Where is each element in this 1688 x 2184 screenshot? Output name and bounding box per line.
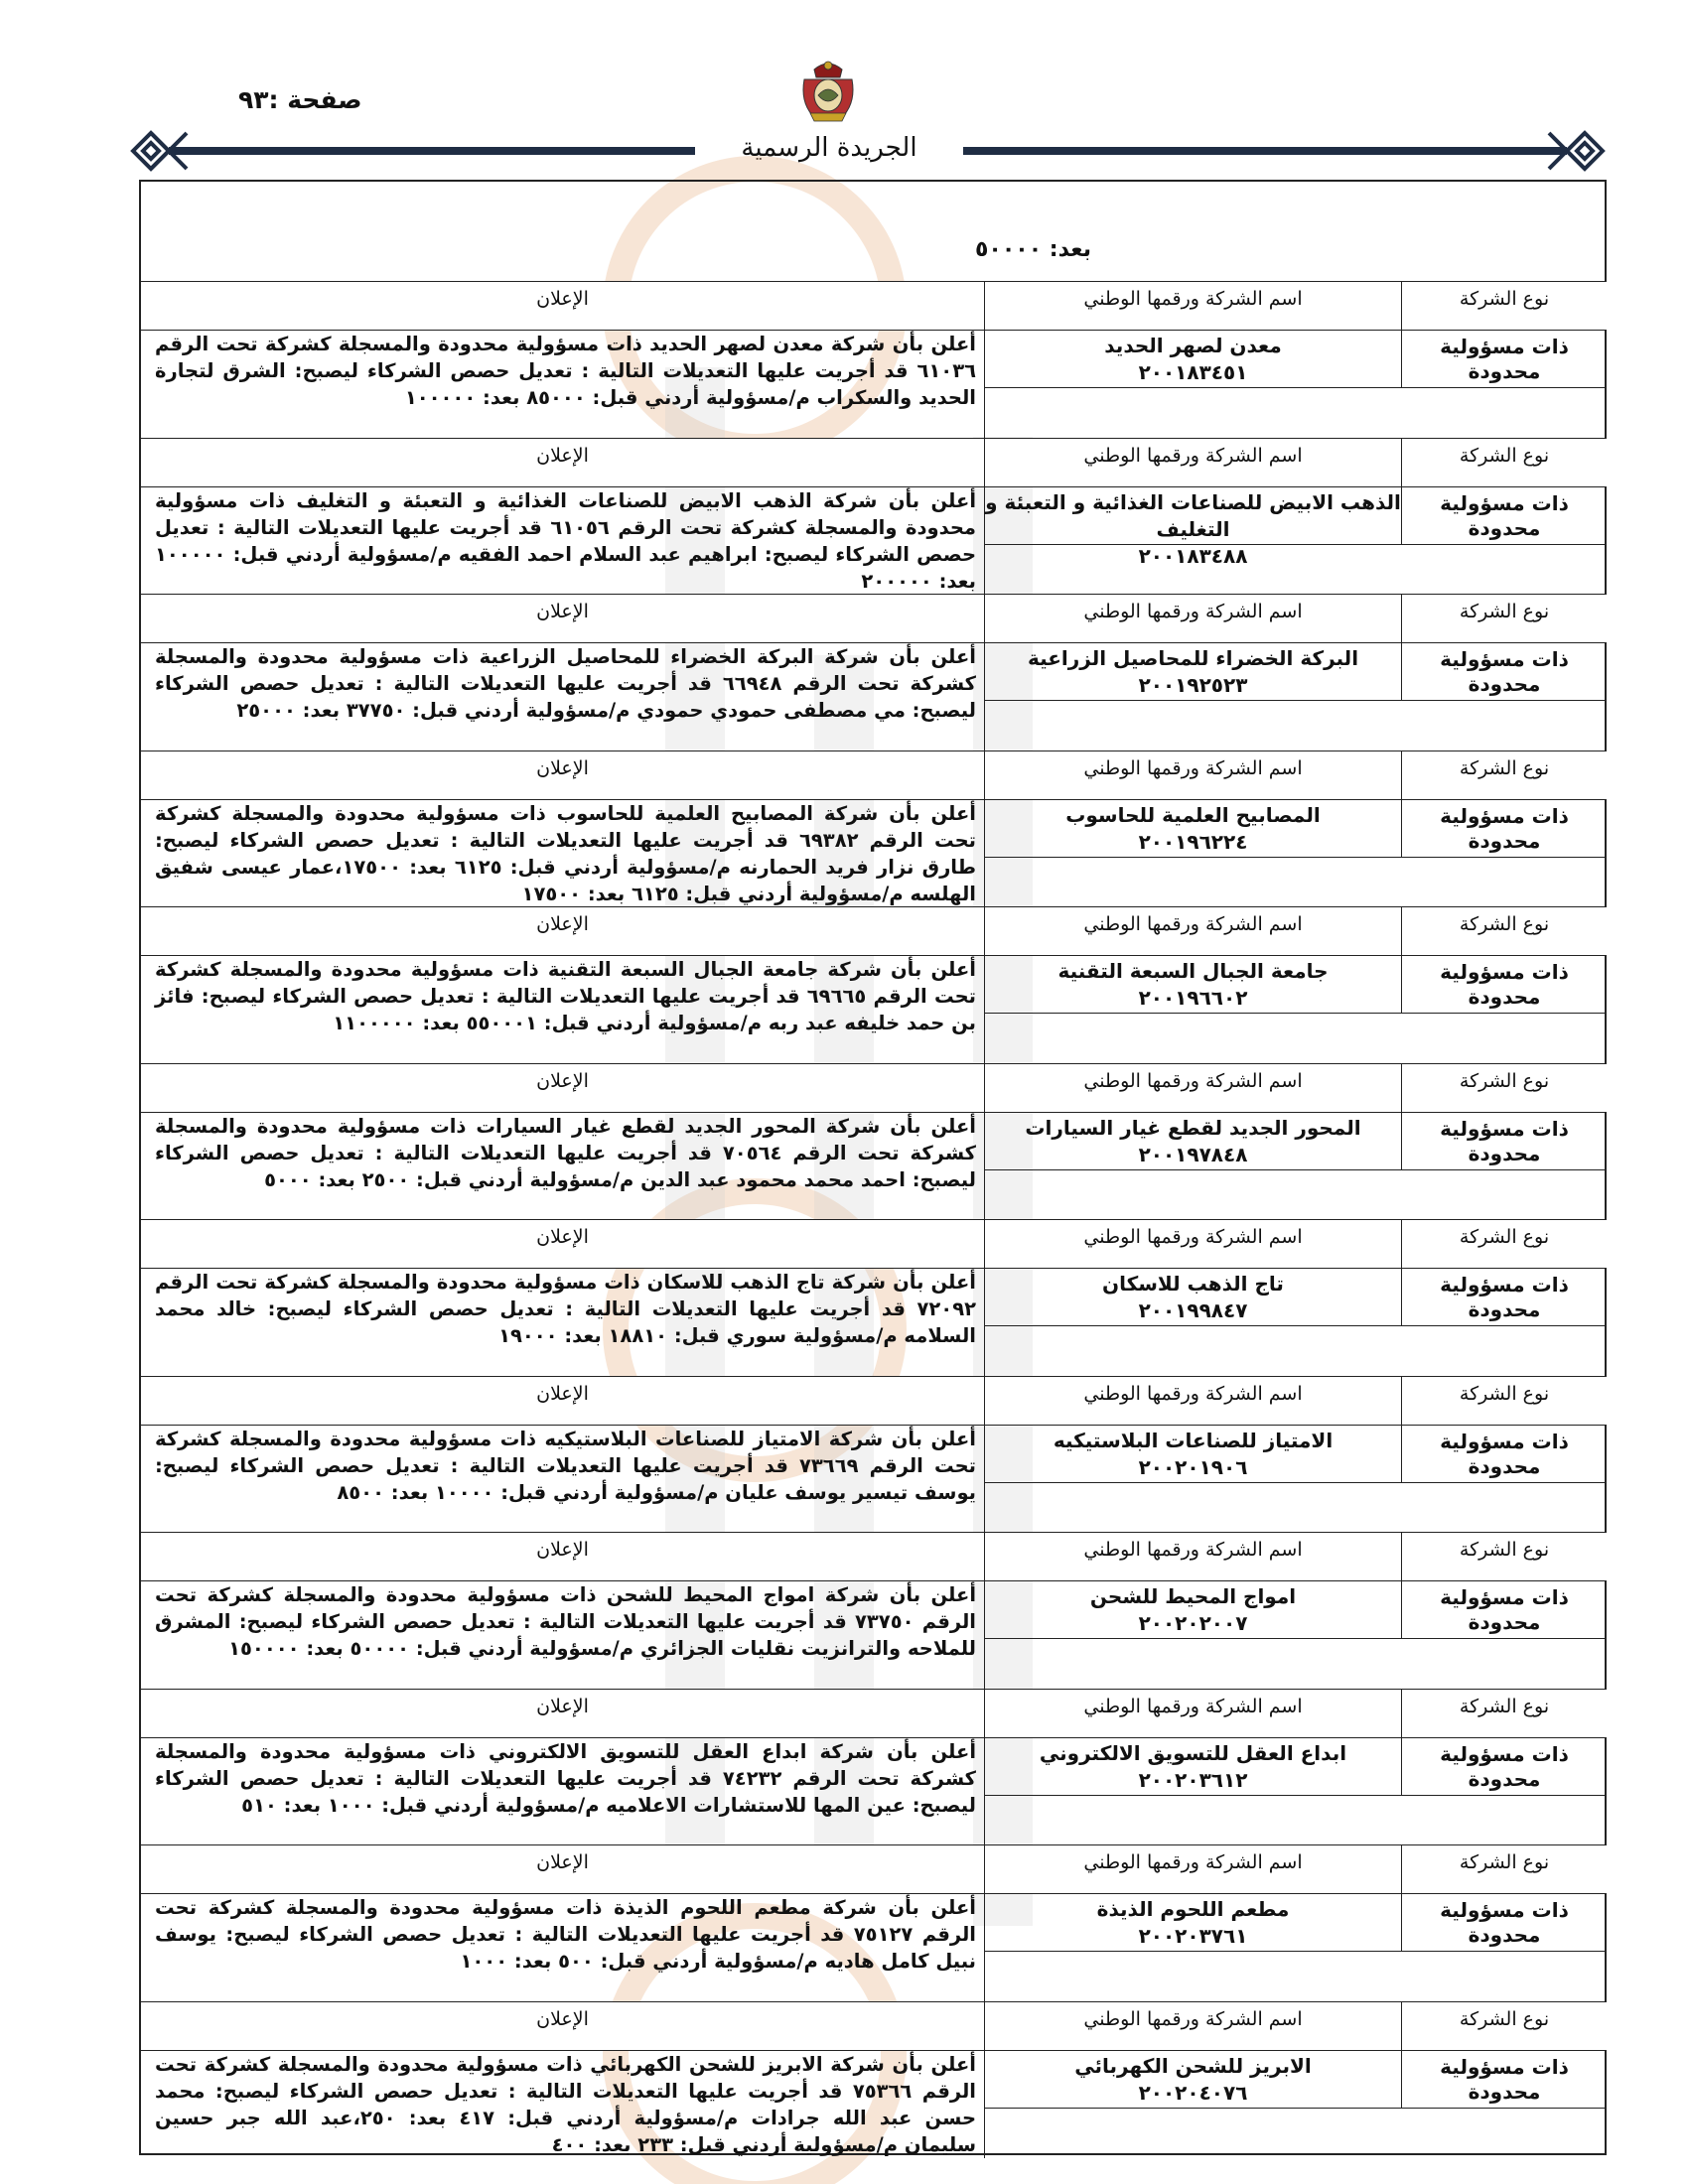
company-name-cell bbox=[985, 331, 1402, 388]
company-name-cell bbox=[985, 1894, 1402, 1952]
column-header-company-type: نوع الشركة bbox=[1402, 1376, 1607, 1426]
company-type-cell: ذات مسؤولية محدودة bbox=[1402, 1581, 1607, 1639]
company-name-cell bbox=[985, 1738, 1402, 1796]
gazette-title: الجريدة الرسمية bbox=[695, 133, 963, 163]
company-name: معدن لصهر الحديد bbox=[1104, 334, 1282, 357]
column-header-announcement: الإعلان bbox=[141, 594, 985, 643]
prelude-text: بعد: ٥٠٠٠٠ bbox=[975, 237, 1091, 262]
column-header-company-type: نوع الشركة bbox=[1402, 1063, 1607, 1113]
company-name: البركة الخضراء للمحاصيل الزراعية bbox=[1027, 646, 1359, 670]
column-header-company-type: نوع الشركة bbox=[1402, 1219, 1607, 1269]
announcement-text: أعلن بأن شركة ابداع العقل للتسويق الالكتروني ذات مسؤولية محدودة والمسجلة كشركة تحت الرقم ٧٤٢٣٢ قد أجريت عليها التعديلات التالية : تعديل حصص الشركاء ليصبح: عين المها للاستشارات الاعلاميه م/مسؤولية أردني قبل: ١٠٠٠ بعد: ٥١٠ bbox=[141, 1738, 985, 1845]
company-type-cell: ذات مسؤولية محدودة bbox=[1402, 956, 1607, 1014]
announcement-text: أعلن بأن شركة الامتياز للصناعات البلاستيكيه ذات مسؤولية محدودة والمسجلة كشركة تحت الرقم ٧٣٦٦٩ قد أجريت عليها التعديلات التالية : تعديل حصص الشركاء ليصبح: يوسف تيسير يوسف عليان م/مسؤولية أردني قبل: ١٠٠٠٠ بعد: ٨٥٠٠ bbox=[141, 1426, 985, 1533]
column-header-company-name: اسم الشركة ورقمها الوطني bbox=[985, 751, 1402, 800]
column-header-company-name: اسم الشركة ورقمها الوطني bbox=[985, 594, 1402, 643]
royal-emblem-icon bbox=[794, 56, 862, 123]
company-name: ابداع العقل للتسويق الالكتروني bbox=[1039, 1740, 1347, 1765]
company-type-cell: ذات مسؤولية محدودة bbox=[1402, 1894, 1607, 1952]
table-row bbox=[141, 751, 1605, 907]
column-header-announcement: الإعلان bbox=[141, 1689, 985, 1738]
column-header-announcement: الإعلان bbox=[141, 1844, 985, 1894]
company-name-cell bbox=[985, 1269, 1402, 1326]
column-header-company-name: اسم الشركة ورقمها الوطني bbox=[985, 1376, 1402, 1426]
company-type-cell: ذات مسؤولية محدودة bbox=[1402, 331, 1607, 388]
company-type-cell: ذات مسؤولية محدودة bbox=[1402, 1113, 1607, 1170]
announcement-text: أعلن بأن شركة المصابيح العلمية للحاسوب ذات مسؤولية محدودة والمسجلة كشركة تحت الرقم ٦٩٣٨٢ قد أجريت عليها التعديلات التالية : تعديل حصص الشركاء ليصبح: طارق نزار فريد الحمارنه م/مسؤولية أردني قبل: ٦١٢٥ بعد: ١٧٥٠٠،عمار عيسى شفيق الهلسه م/مسؤولية أردني قبل: ٦١٢٥ بعد: ١٧٥٠٠ bbox=[141, 800, 985, 907]
company-name-cell bbox=[985, 487, 1402, 568]
announcement-text: أعلن بأن شركة مطعم اللحوم الذيذة ذات مسؤولية محدودة والمسجلة كشركة تحت الرقم ٧٥١٢٧ قد أجريت عليها التعديلات التالية : تعديل حصص الشركاء ليصبح: يوسف نبيل كامل هاديه م/مسؤولية أردني قبل: ٥٠٠ بعد: ١٠٠٠ bbox=[141, 1894, 985, 2001]
company-name: جامعة الجبال السبعة التقنية bbox=[1057, 959, 1329, 983]
column-header-company-type: نوع الشركة bbox=[1402, 1689, 1607, 1738]
company-name: مطعم اللحوم الذيذة bbox=[1096, 1897, 1290, 1921]
national-number: ٢٠٠٢٠٤٠٧٦ bbox=[1138, 2080, 1248, 2105]
column-header-announcement: الإعلان bbox=[141, 438, 985, 487]
company-name: المصابيح العلمية للحاسوب bbox=[1065, 802, 1321, 827]
column-header-announcement: الإعلان bbox=[141, 906, 985, 956]
company-name: الذهب الابيض للصناعات الغذائية و التعبئة و التغليف bbox=[985, 489, 1401, 541]
column-header-announcement: الإعلان bbox=[141, 1063, 985, 1113]
column-header-announcement: الإعلان bbox=[141, 281, 985, 331]
column-header-company-name: اسم الشركة ورقمها الوطني bbox=[985, 2001, 1402, 2051]
table-row bbox=[141, 1844, 1605, 2001]
national-number: ٢٠٠٢٠٣٧٦١ bbox=[1138, 1924, 1248, 1948]
national-number: ٢٠٠١٨٣٤٨٨ bbox=[1138, 543, 1248, 568]
company-name-cell bbox=[985, 1426, 1402, 1483]
page-number: صفحة :٩٣ bbox=[238, 85, 362, 114]
column-header-company-name: اسم الشركة ورقمها الوطني bbox=[985, 1219, 1402, 1269]
national-number: ٢٠٠٢٠٢٠٠٧ bbox=[1138, 1611, 1248, 1635]
column-header-company-name: اسم الشركة ورقمها الوطني bbox=[985, 906, 1402, 956]
announcement-text: أعلن بأن شركة الذهب الابيض للصناعات الغذائية و التعبئة و التغليف ذات مسؤولية محدودة والمسجلة كشركة تحت الرقم ٦١٠٥٦ قد أجريت عليها التعديلات التالية : تعديل حصص الشركاء ليصبح: ابراهيم عبد السلام احمد الفقيه م/مسؤولية أردني قبل: ١٠٠٠٠٠ بعد: ٢٠٠٠٠٠ bbox=[141, 487, 985, 595]
column-header-company-type: نوع الشركة bbox=[1402, 1844, 1607, 1894]
company-name: امواج المحيط للشحن bbox=[1089, 1584, 1297, 1608]
column-header-company-type: نوع الشركة bbox=[1402, 751, 1607, 800]
prelude-row bbox=[141, 182, 1605, 281]
national-number: ٢٠٠١٩٩٨٤٧ bbox=[1138, 1298, 1248, 1322]
table-row bbox=[141, 1532, 1605, 1689]
national-number: ٢٠٠١٩٧٨٤٨ bbox=[1138, 1142, 1248, 1166]
company-name: تاج الذهب للاسكان bbox=[1102, 1272, 1284, 1296]
column-header-company-name: اسم الشركة ورقمها الوطني bbox=[985, 1844, 1402, 1894]
column-header-announcement: الإعلان bbox=[141, 1376, 985, 1426]
company-type-cell: ذات مسؤولية محدودة bbox=[1402, 487, 1607, 545]
column-header-company-type: نوع الشركة bbox=[1402, 281, 1607, 331]
table-row bbox=[141, 594, 1605, 751]
table-row bbox=[141, 1063, 1605, 1220]
company-name-cell bbox=[985, 2051, 1402, 2109]
announcement-text: أعلن بأن شركة تاج الذهب للاسكان ذات مسؤولية محدودة والمسجلة كشركة تحت الرقم ٧٢٠٩٢ قد أجريت عليها التعديلات التالية : تعديل حصص الشركاء ليصبح: خالد محمد السلامه م/مسؤولية سوري قبل: ١٨٨١٠ بعد: ١٩٠٠٠ bbox=[141, 1269, 985, 1376]
column-header-company-name: اسم الشركة ورقمها الوطني bbox=[985, 438, 1402, 487]
column-header-company-name: اسم الشركة ورقمها الوطني bbox=[985, 1689, 1402, 1738]
company-name-cell bbox=[985, 643, 1402, 701]
national-number: ٢٠٠١٩٦٦٠٢ bbox=[1138, 986, 1248, 1010]
company-name-cell bbox=[985, 956, 1402, 1014]
company-type-cell: ذات مسؤولية محدودة bbox=[1402, 1738, 1607, 1796]
column-header-announcement: الإعلان bbox=[141, 751, 985, 800]
announcement-text: أعلن بأن شركة الابريز للشحن الكهربائي ذات مسؤولية محدودة والمسجلة كشركة تحت الرقم ٧٥٣٦٦ قد أجريت عليها التعديلات التالية : تعديل حصص الشركاء ليصبح: محمد حسن عبد الله جرادات م/مسؤولية أردني قبل: ٤١٧ بعد: ٢٥٠،عبد الله جبر حسين سليمان م/مسؤولية أردني قبل: ٢٣٣ بعد: ٤٠٠ bbox=[141, 2051, 985, 2158]
column-header-announcement: الإعلان bbox=[141, 1532, 985, 1581]
company-type-cell: ذات مسؤولية محدودة bbox=[1402, 1426, 1607, 1483]
column-header-company-name: اسم الشركة ورقمها الوطني bbox=[985, 1532, 1402, 1581]
national-number: ٢٠٠٢٠١٩٠٦ bbox=[1138, 1454, 1248, 1479]
column-header-company-type: نوع الشركة bbox=[1402, 906, 1607, 956]
announcement-text: أعلن بأن شركة جامعة الجبال السبعة التقنية ذات مسؤولية محدودة والمسجلة كشركة تحت الرقم ٦٩٦٦٥ قد أجريت عليها التعديلات التالية : تعديل حصص الشركاء ليصبح: فائز بن حمد خليفه عبد ربه م/مسؤولية أردني قبل: ٥٥٠٠٠١ بعد: ١١٠٠٠٠٠ bbox=[141, 956, 985, 1063]
company-type-cell: ذات مسؤولية محدودة bbox=[1402, 800, 1607, 858]
company-type-cell: ذات مسؤولية محدودة bbox=[1402, 643, 1607, 701]
national-number: ٢٠٠٢٠٣٦١٢ bbox=[1138, 1767, 1248, 1792]
company-name: الامتياز للصناعات البلاستيكيه bbox=[1053, 1428, 1334, 1452]
national-number: ٢٠٠١٨٣٤٥١ bbox=[1138, 360, 1248, 384]
table-row bbox=[141, 281, 1605, 438]
announcement-text: أعلن بأن شركة البركة الخضراء للمحاصيل الزراعية ذات مسؤولية محدودة والمسجلة كشركة تحت الرقم ٦٦٩٤٨ قد أجريت عليها التعديلات التالية : تعديل حصص الشركاء ليصبح: مي مصطفى حمودي حمودي م/مسؤولية أردني قبل: ٣٧٧٥٠ بعد: ٢٥٠٠٠ bbox=[141, 643, 985, 751]
national-number: ٢٠٠١٩٦٢٢٤ bbox=[1138, 829, 1248, 854]
company-name: الابريز للشحن الكهربائي bbox=[1074, 2053, 1312, 2078]
column-header-company-type: نوع الشركة bbox=[1402, 594, 1607, 643]
announcement-text: أعلن بأن شركة معدن لصهر الحديد ذات مسؤولية محدودة والمسجلة كشركة تحت الرقم ٦١٠٣٦ قد أجريت عليها التعديلات التالية : تعديل حصص الشركاء ليصبح: الشرق لتجارة الحديد والسكراب م/مسؤولية أردني قبل: ٨٥٠٠٠ بعد: ١٠٠٠٠٠ bbox=[141, 331, 985, 438]
announcement-text: أعلن بأن شركة امواج المحيط للشحن ذات مسؤولية محدودة والمسجلة كشركة تحت الرقم ٧٣٧٥٠ قد أجريت عليها التعديلات التالية : تعديل حصص الشركاء ليصبح: المشرق للملاحه والترانزيت نقليات الجزائري م/مسؤولية أردني قبل: ٥٠٠٠٠ بعد: ١٥٠٠٠٠ bbox=[141, 1581, 985, 1689]
column-header-company-name: اسم الشركة ورقمها الوطني bbox=[985, 281, 1402, 331]
company-name-cell bbox=[985, 1113, 1402, 1170]
column-header-company-name: اسم الشركة ورقمها الوطني bbox=[985, 1063, 1402, 1113]
column-header-company-type: نوع الشركة bbox=[1402, 2001, 1607, 2051]
table-row bbox=[141, 1689, 1605, 1845]
gazette-table bbox=[139, 180, 1607, 2155]
company-type-cell: ذات مسؤولية محدودة bbox=[1402, 2051, 1607, 2109]
table-row bbox=[141, 1219, 1605, 1376]
company-name-cell bbox=[985, 800, 1402, 858]
company-name-cell bbox=[985, 1581, 1402, 1639]
table-row bbox=[141, 2001, 1605, 2158]
column-header-company-type: نوع الشركة bbox=[1402, 438, 1607, 487]
table-row bbox=[141, 1376, 1605, 1533]
table-row bbox=[141, 438, 1605, 595]
column-header-company-type: نوع الشركة bbox=[1402, 1532, 1607, 1581]
column-header-announcement: الإعلان bbox=[141, 2001, 985, 2051]
company-type-cell: ذات مسؤولية محدودة bbox=[1402, 1269, 1607, 1326]
company-name: المحور الجديد لقطع غيار السيارات bbox=[1025, 1115, 1361, 1140]
column-header-announcement: الإعلان bbox=[141, 1219, 985, 1269]
table-row bbox=[141, 906, 1605, 1063]
announcement-text: أعلن بأن شركة المحور الجديد لقطع غيار السيارات ذات مسؤولية محدودة والمسجلة كشركة تحت الرقم ٧٠٥٦٤ قد أجريت عليها التعديلات التالية : تعديل حصص الشركاء ليصبح: احمد محمد محمود عبد الدين م/مسؤولية أردني قبل: ٢٥٠٠ بعد: ٥٠٠٠ bbox=[141, 1113, 985, 1220]
national-number: ٢٠٠١٩٢٥٢٣ bbox=[1138, 673, 1248, 697]
